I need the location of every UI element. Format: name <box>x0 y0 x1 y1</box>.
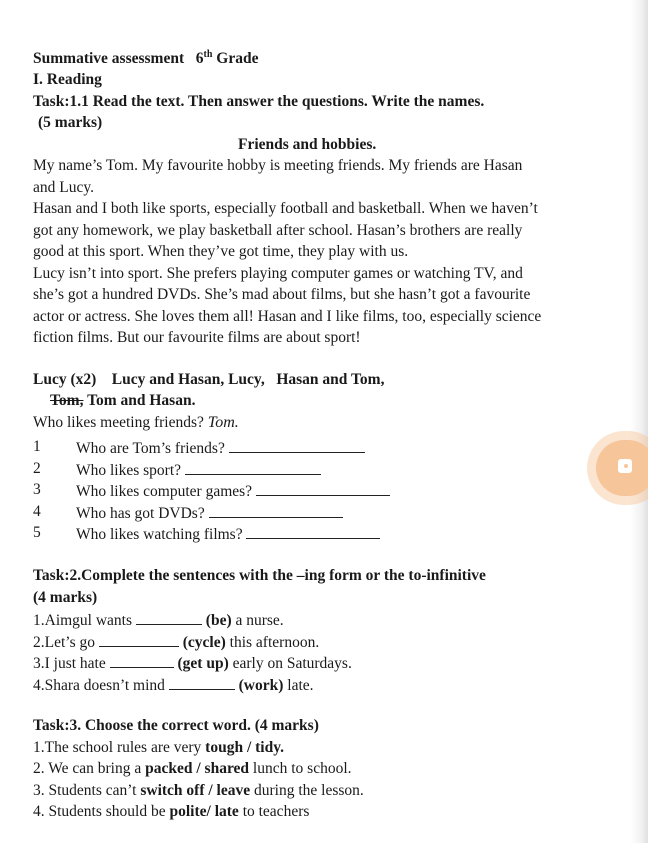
camera-icon <box>618 459 632 473</box>
example-question: Who likes meeting friends? Tom. <box>33 414 239 431</box>
page-edge-shadow <box>630 0 648 843</box>
task2-title: Task:2.Complete the sentences with the –ing form or the to-infinitive <box>33 567 486 584</box>
word-bank-item: Lucy (x2) <box>33 371 97 388</box>
word-bank-item: Tom and Hasan. <box>87 392 196 409</box>
passage-line: and Lucy. <box>33 179 94 196</box>
passage-title: Friends and hobbies. <box>238 136 377 153</box>
word-bank-item: Hasan and Tom, <box>276 371 385 388</box>
word-choice[interactable]: packed / shared <box>145 760 250 777</box>
task1-title: Task:1.1 Read the text. Then answer the questions. Write the names. <box>33 93 485 110</box>
answer-blank[interactable] <box>99 632 179 647</box>
word-bank-item-used: Tom, <box>50 392 84 409</box>
passage-line: she’s got a hundred DVDs. She’s mad about films, but she hasn’t got a favourite <box>33 286 531 303</box>
task3-item: 3. Students can’t switch off / leave during the lesson. <box>33 782 364 799</box>
passage-line: Hasan and I both like sports, especially football and basketball. When we haven’t <box>33 200 538 217</box>
task1-marks: (5 marks) <box>38 114 103 131</box>
question-row: 2 Who likes sport? <box>0 460 600 482</box>
section-heading: I. Reading <box>33 71 102 88</box>
task2-item: 4.Shara doesn’t mind (work) late. <box>33 677 314 694</box>
floating-action-button[interactable] <box>596 440 648 496</box>
answer-blank[interactable] <box>209 503 343 518</box>
task3-item: 2. We can bring a packed / shared lunch to school. <box>33 760 352 777</box>
passage-line: got any homework, we play basketball after school. Hasan’s brothers are really <box>33 222 523 239</box>
example-answer: Tom. <box>207 414 239 431</box>
answer-blank[interactable] <box>256 481 390 496</box>
question-row: 3 Who likes computer games? <box>0 481 600 503</box>
word-choice[interactable]: polite/ late <box>169 803 239 820</box>
word-bank-line-2 <box>50 392 195 410</box>
word-choice[interactable]: tough / tidy. <box>205 739 284 756</box>
task3-item: 1.The school rules are very tough / tidy. <box>33 739 284 756</box>
passage-line: good at this sport. When they’ve got time, they play with us. <box>33 243 409 260</box>
passage-line: fiction films. But our favourite films are about sport! <box>33 329 361 346</box>
passage-line: My name’s Tom. My favourite hobby is meeting friends. My friends are Hasan <box>33 157 523 174</box>
passage-line: actor or actress. She loves them all! Hasan and I like films, too, especially science <box>33 308 542 325</box>
assessment-title: Summative assessment 6th Grade <box>33 49 259 68</box>
question-row: 5 Who likes watching films? <box>0 524 600 546</box>
answer-blank[interactable] <box>246 524 380 539</box>
answer-blank[interactable] <box>169 675 235 690</box>
task3-title: Task:3. Choose the correct word. (4 marks) <box>33 717 319 734</box>
task2-item: 3.I just hate (get up) early on Saturdays. <box>33 655 352 672</box>
task2-marks: (4 marks) <box>33 589 98 606</box>
passage-line: Lucy isn’t into sport. She prefers playing computer games or watching TV, and <box>33 265 523 282</box>
word-bank-item: Lucy and Hasan, Lucy, <box>111 371 265 388</box>
task3-item: 4. Students should be polite/ late to teachers <box>33 803 310 820</box>
answer-blank[interactable] <box>229 438 365 453</box>
answer-blank[interactable] <box>110 653 174 668</box>
word-bank-line-1 <box>33 371 384 389</box>
question-row: 1 Who are Tom’s friends? <box>0 438 600 460</box>
word-choice[interactable]: switch off / leave <box>140 782 251 799</box>
task2-item: 1.Aimgul wants (be) a nurse. <box>33 612 284 629</box>
question-row: 4 Who has got DVDs? <box>0 503 600 525</box>
task2-item: 2.Let’s go (cycle) this afternoon. <box>33 634 320 651</box>
answer-blank[interactable] <box>185 460 321 475</box>
answer-blank[interactable] <box>136 610 202 625</box>
